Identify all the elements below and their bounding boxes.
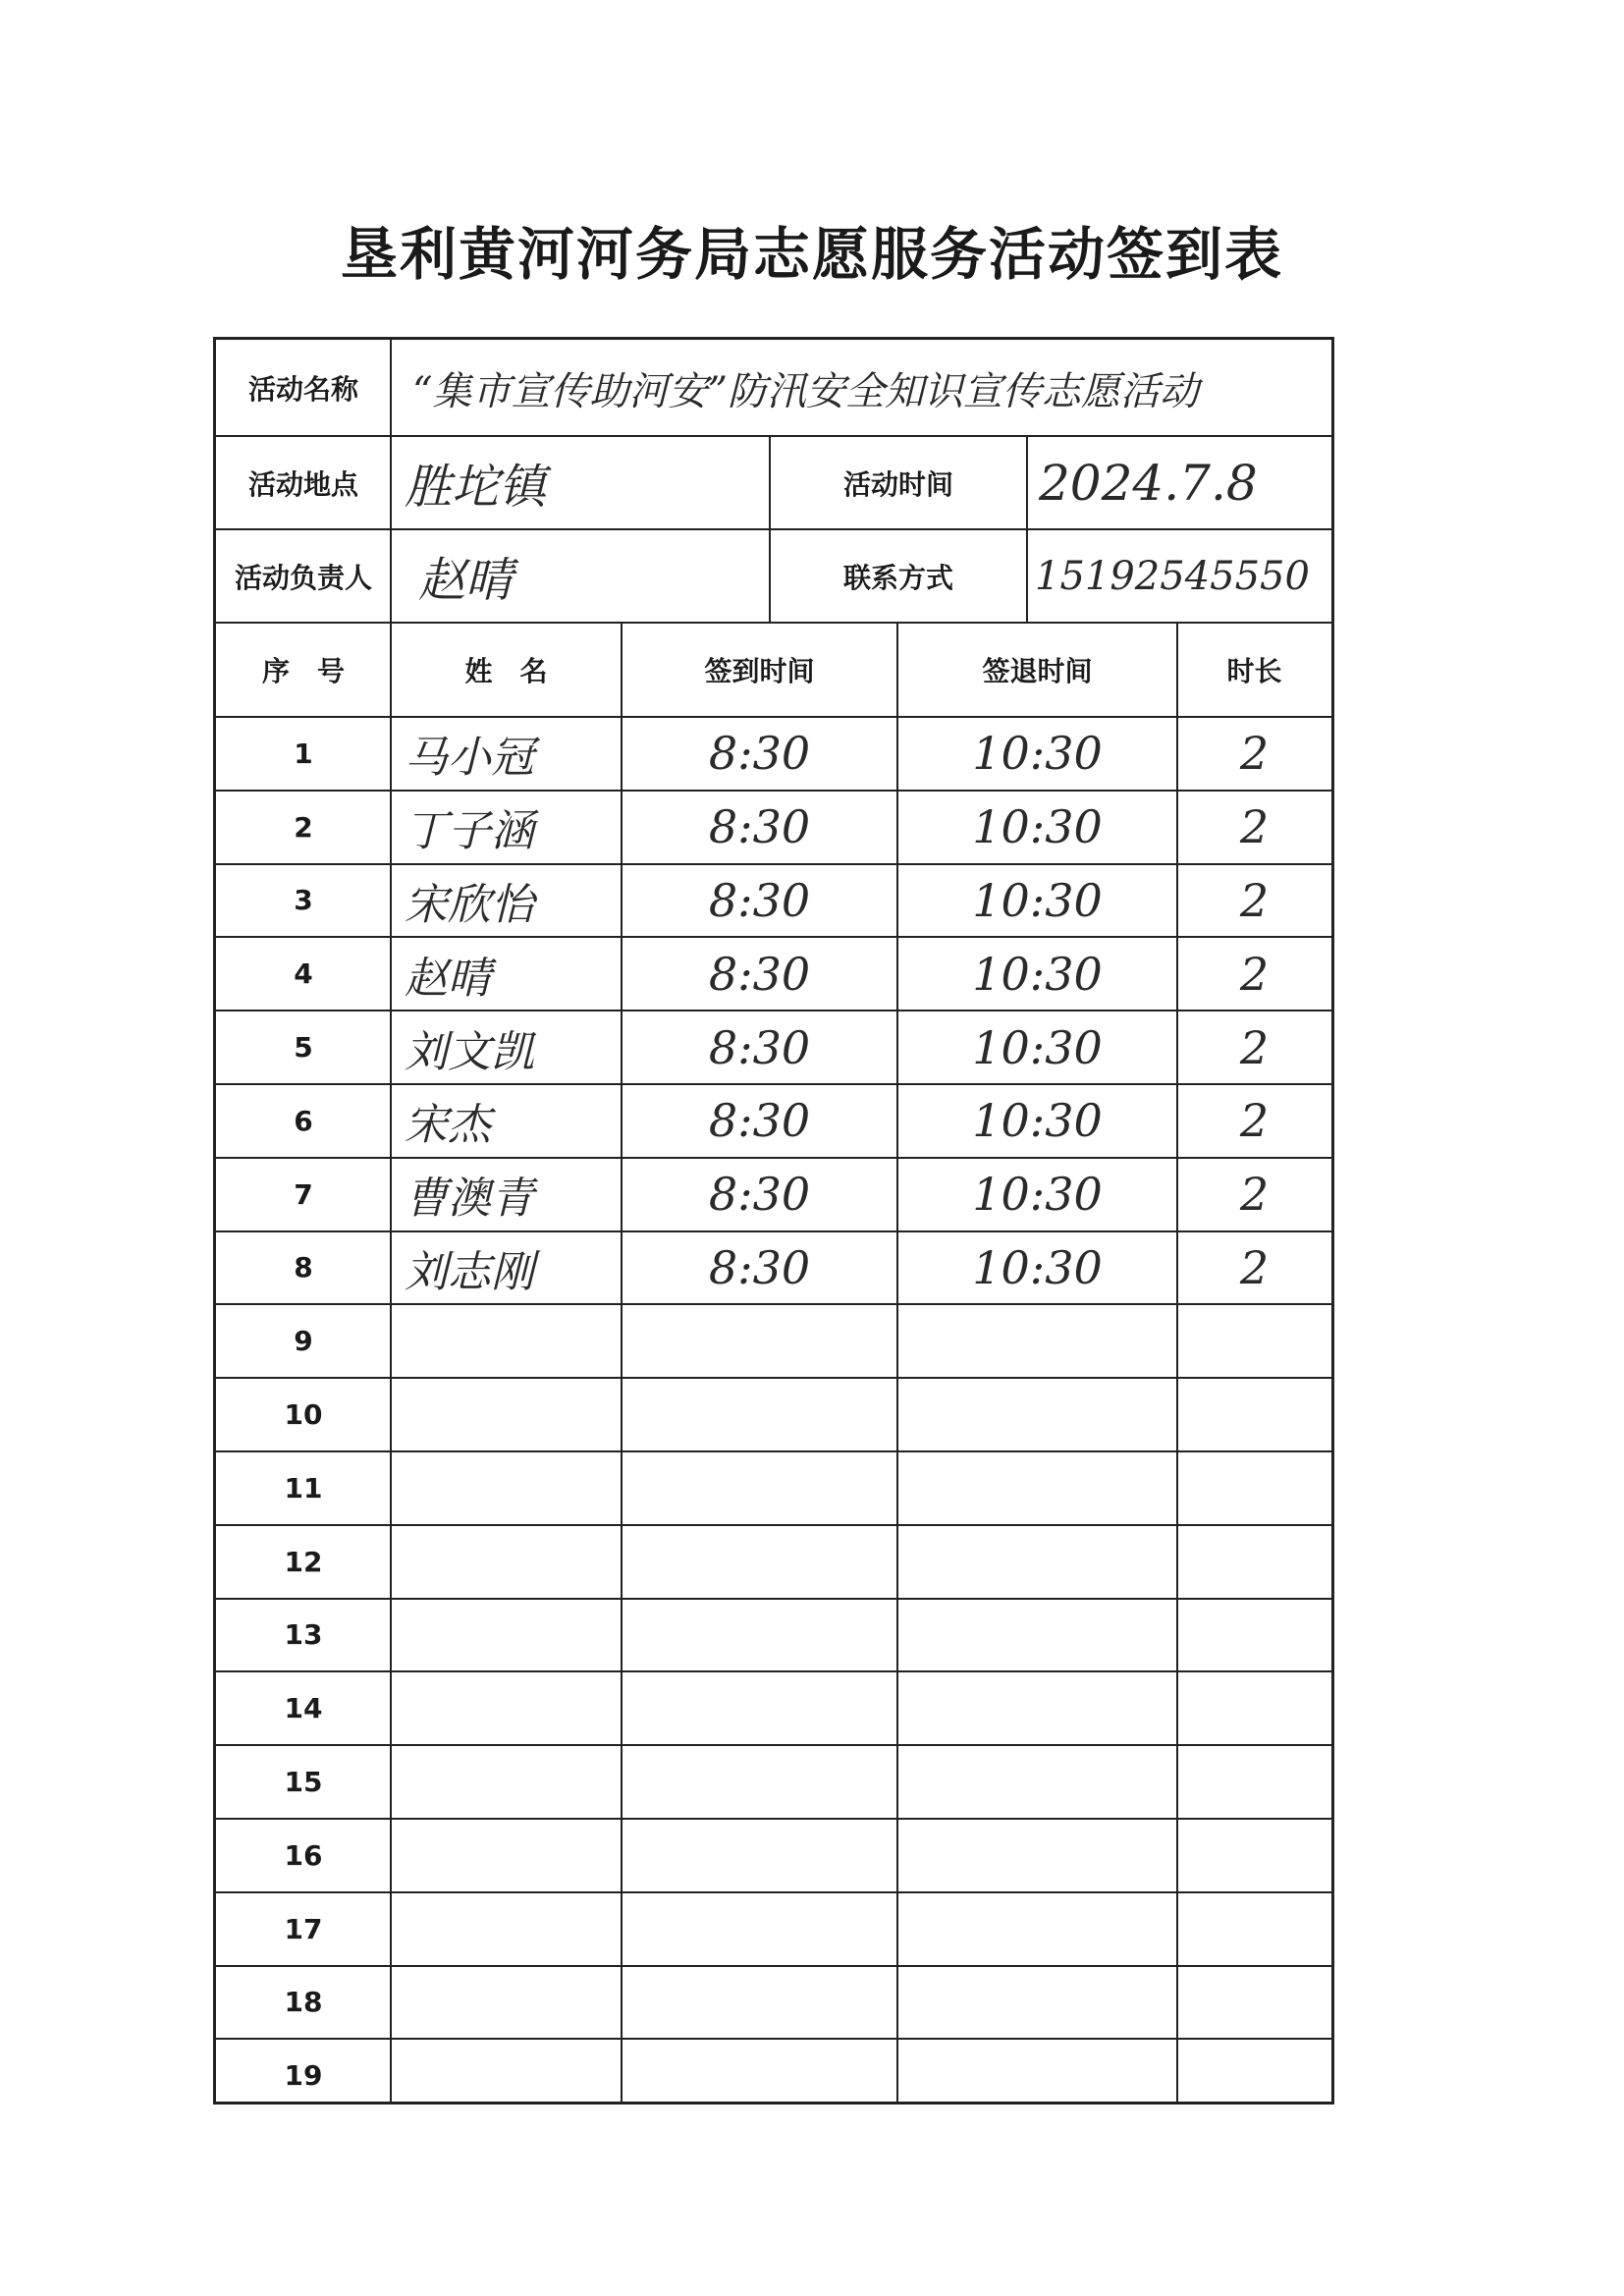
col-header-signin: 签到时间 (704, 655, 815, 687)
row-signin-time (622, 1745, 897, 1819)
row-signout-time (897, 1451, 1177, 1525)
row-duration: 2 (1239, 873, 1270, 927)
row-signout-time (897, 1378, 1177, 1451)
row-number: 2 (294, 810, 313, 844)
activity-name-value: “集市宣传助河安”防汛安全知识宣传志愿活动 (412, 368, 1199, 414)
row-number: 6 (294, 1104, 313, 1137)
time-value: 2024.7.8 (1039, 454, 1258, 512)
row-name: 刘文凯 (405, 1026, 534, 1077)
row-name: 宋欣怡 (405, 879, 534, 930)
row-signout-time: 10:30 (972, 1168, 1103, 1222)
row-signin-time (622, 1525, 897, 1599)
row-signin-time: 8:30 (708, 873, 811, 927)
row-name (391, 2039, 622, 2112)
row-duration (1177, 1525, 1331, 1599)
row-signin-time (622, 1599, 897, 1672)
row-signin-time: 8:30 (708, 1168, 811, 1222)
divider (1026, 435, 1028, 623)
row-duration (1177, 1451, 1331, 1525)
row-name (391, 1671, 622, 1745)
row-name: 宋杰 (405, 1100, 491, 1151)
row-duration: 2 (1239, 800, 1270, 854)
row-signout-time (897, 1599, 1177, 1672)
row-name (391, 1378, 622, 1451)
contact-label: 联系方式 (842, 561, 953, 594)
row-number: 14 (284, 1692, 323, 1725)
row-number: 7 (294, 1177, 313, 1211)
col-header-no: 序 号 (261, 655, 345, 687)
divider (216, 435, 1331, 437)
row-signin-time: 8:30 (708, 947, 811, 1001)
row-number: 10 (284, 1398, 323, 1432)
leader-value: 赵晴 (418, 553, 514, 608)
leader-label: 活动负责人 (234, 561, 372, 594)
row-number: 1 (294, 737, 313, 770)
row-signout-time: 10:30 (972, 1240, 1103, 1294)
row-number: 3 (294, 884, 313, 917)
row-name (391, 1819, 622, 1892)
row-name: 曹澳青 (405, 1174, 534, 1225)
row-signin-time (622, 1966, 897, 2040)
location-label: 活动地点 (247, 467, 358, 501)
row-number: 19 (284, 2059, 323, 2093)
row-duration (1177, 1378, 1331, 1451)
row-number: 16 (284, 1838, 323, 1872)
row-duration (1177, 2039, 1331, 2112)
row-signout-time (897, 1819, 1177, 1892)
row-duration: 2 (1239, 1240, 1270, 1294)
col-header-duration: 时长 (1226, 655, 1282, 687)
row-number: 18 (284, 1986, 323, 2019)
row-name: 刘志刚 (405, 1246, 534, 1297)
col-header-name: 姓 名 (464, 655, 548, 687)
row-number: 13 (284, 1618, 323, 1652)
row-signin-time: 8:30 (708, 1094, 811, 1148)
page-title: 垦利黄河河务局志愿服务活动签到表 (340, 221, 1283, 288)
row-number: 11 (284, 1471, 323, 1504)
row-signout-time (897, 1304, 1177, 1378)
row-name (391, 1745, 622, 1819)
row-duration: 2 (1239, 1020, 1270, 1074)
col-header-signout: 签退时间 (982, 655, 1093, 687)
row-signout-time (897, 1892, 1177, 1966)
row-duration (1177, 1745, 1331, 1819)
row-signout-time: 10:30 (972, 800, 1103, 854)
row-signin-time: 8:30 (708, 1240, 811, 1294)
row-duration: 2 (1239, 1168, 1270, 1222)
row-number: 5 (294, 1031, 313, 1065)
location-value: 胜坨镇 (405, 460, 547, 515)
row-signout-time (897, 1671, 1177, 1745)
row-duration: 2 (1239, 1094, 1270, 1148)
row-signin-time (622, 1451, 897, 1525)
row-name: 丁子涵 (405, 806, 534, 857)
row-signin-time (622, 1671, 897, 1745)
row-name (391, 1966, 622, 2040)
row-name (391, 1599, 622, 1672)
divider (769, 435, 771, 623)
row-duration (1177, 1892, 1331, 1966)
contact-value: 15192545550 (1035, 553, 1310, 599)
row-duration (1177, 1671, 1331, 1745)
row-number: 15 (284, 1766, 323, 1799)
row-signin-time (622, 1819, 897, 1892)
activity-name-label: 活动名称 (247, 373, 358, 406)
row-signout-time: 10:30 (972, 1094, 1103, 1148)
row-signout-time (897, 1525, 1177, 1599)
row-number: 8 (294, 1251, 313, 1285)
signin-table (213, 337, 1334, 2105)
row-signin-time: 8:30 (708, 727, 811, 781)
row-signout-time (897, 1745, 1177, 1819)
divider (216, 528, 1331, 530)
row-duration: 2 (1239, 947, 1270, 1001)
time-label: 活动时间 (842, 467, 953, 501)
row-signout-time (897, 1966, 1177, 2040)
row-name (391, 1304, 622, 1378)
row-name (391, 1525, 622, 1599)
row-signout-time: 10:30 (972, 873, 1103, 927)
row-signout-time: 10:30 (972, 947, 1103, 1001)
row-name (391, 1451, 622, 1525)
row-signin-time: 8:30 (708, 1020, 811, 1074)
row-name: 赵晴 (405, 953, 491, 1004)
row-number: 9 (294, 1325, 313, 1358)
row-name (391, 1892, 622, 1966)
row-signout-time: 10:30 (972, 727, 1103, 781)
row-duration: 2 (1239, 727, 1270, 781)
row-signin-time: 8:30 (708, 800, 811, 854)
row-signout-time: 10:30 (972, 1020, 1103, 1074)
row-signin-time (622, 2039, 897, 2112)
row-signin-time (622, 1892, 897, 1966)
row-duration (1177, 1966, 1331, 2040)
row-number: 4 (294, 957, 313, 991)
row-signin-time (622, 1378, 897, 1451)
row-number: 17 (284, 1912, 323, 1945)
row-duration (1177, 1304, 1331, 1378)
row-duration (1177, 1599, 1331, 1672)
row-duration (1177, 1819, 1331, 1892)
row-signin-time (622, 1304, 897, 1378)
row-signout-time (897, 2039, 1177, 2112)
row-name: 马小冠 (405, 733, 534, 784)
row-number: 12 (284, 1545, 323, 1578)
